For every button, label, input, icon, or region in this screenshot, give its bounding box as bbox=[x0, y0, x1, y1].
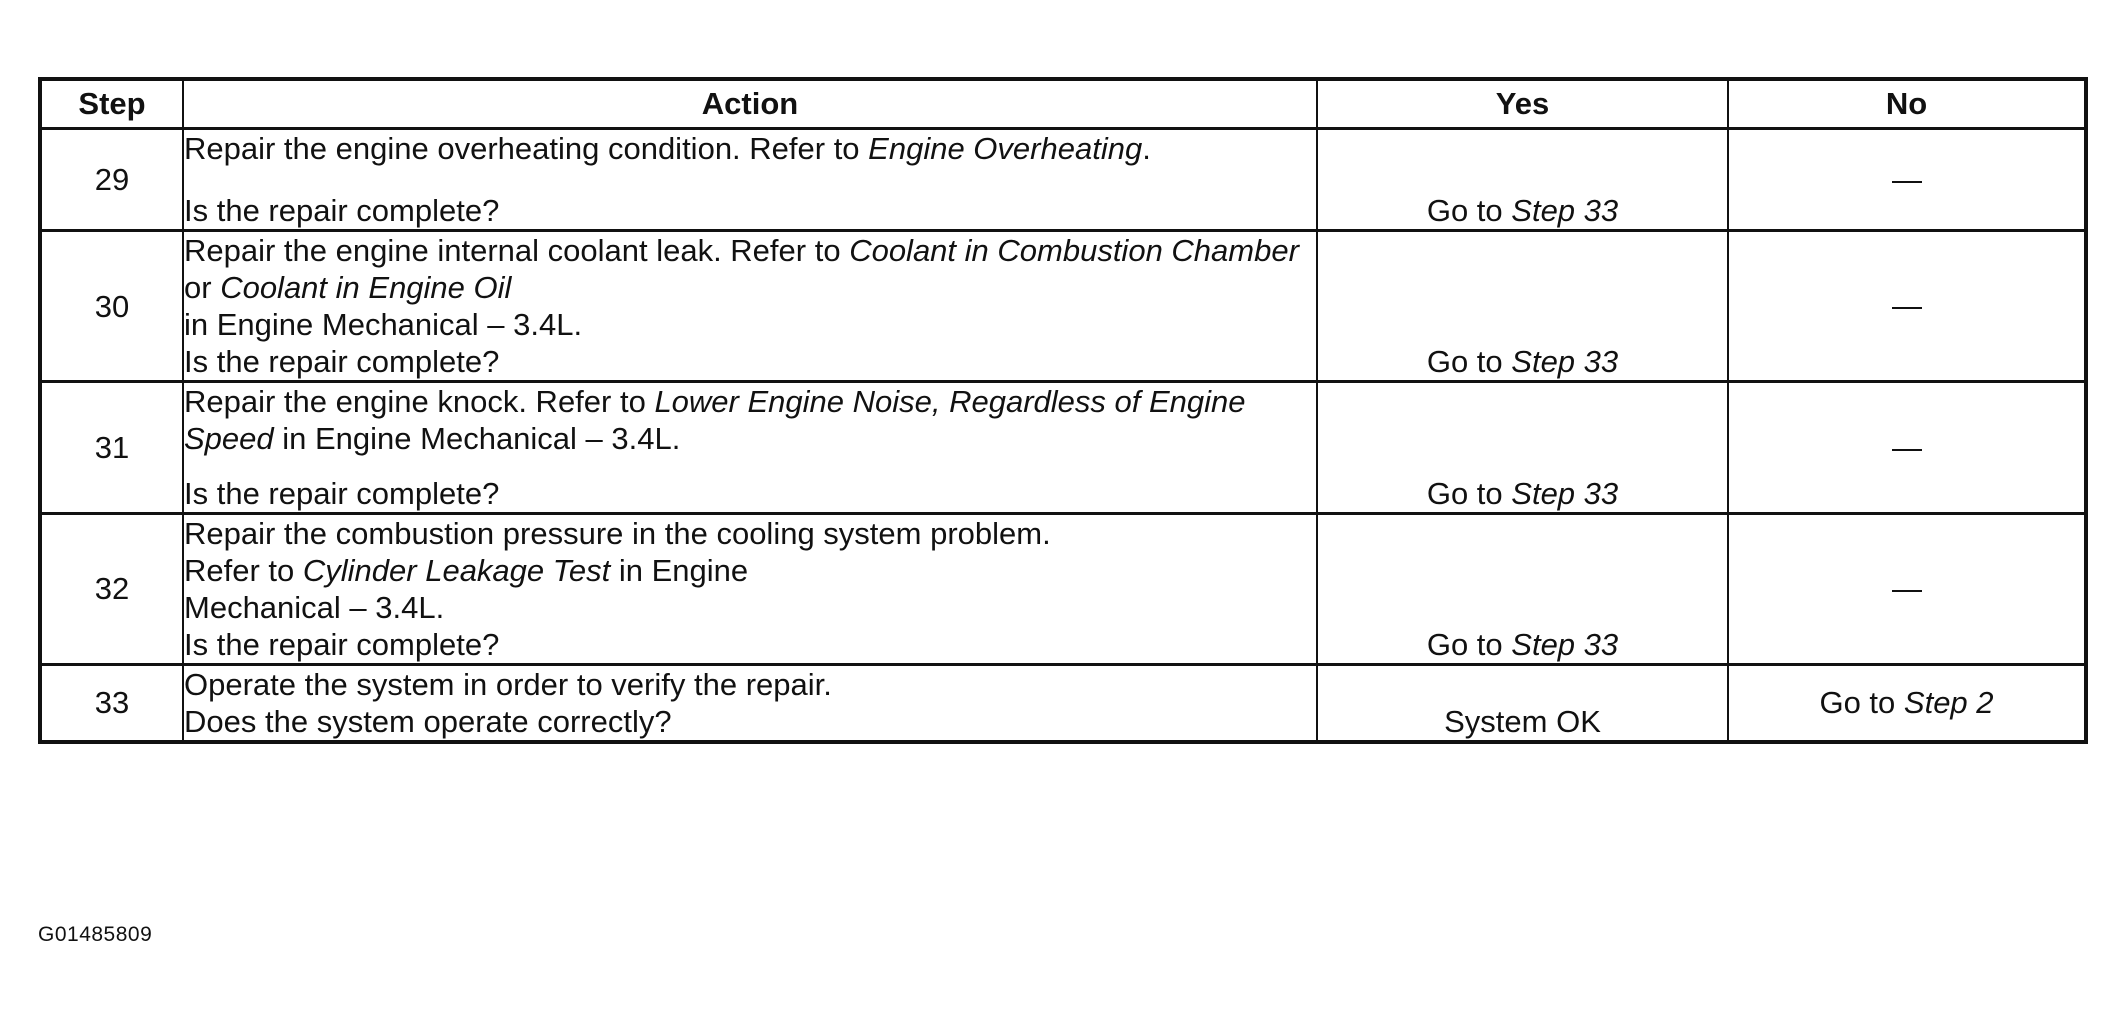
header-action: Action bbox=[183, 79, 1317, 129]
no-result bbox=[1728, 513, 2086, 664]
figure-id: G01485809 bbox=[38, 923, 153, 946]
diagnostic-table bbox=[38, 77, 2088, 744]
yes-cell-spacer bbox=[1317, 129, 1728, 189]
no-result bbox=[1728, 129, 2086, 231]
action-text-part: in Engine Mechanical – 3.4L. bbox=[273, 421, 681, 456]
not-applicable-dash bbox=[1892, 449, 1922, 451]
table-header-row bbox=[40, 79, 2086, 129]
yes-result bbox=[1317, 626, 1728, 665]
question-text: Is the repair complete? bbox=[183, 189, 1317, 231]
action-text-part: Repair the engine overheating condition. Refer to bbox=[184, 131, 869, 166]
not-applicable-dash bbox=[1892, 181, 1922, 183]
table-row bbox=[40, 664, 2086, 703]
table-body bbox=[40, 129, 2086, 742]
reference-link-text: Coolant in Combustion Chamber bbox=[849, 233, 1299, 268]
table-row bbox=[40, 513, 2086, 626]
reference-link-text: Engine Overheating bbox=[868, 131, 1143, 166]
action-text-part: Operate the system in order to verify the repair. bbox=[184, 666, 832, 702]
yes-result-prefix: Go to bbox=[1426, 344, 1512, 379]
yes-cell-spacer bbox=[1317, 231, 1728, 344]
question-text: Is the repair complete? bbox=[183, 626, 1317, 665]
step-number: 32 bbox=[40, 513, 183, 664]
header-step: Step bbox=[40, 79, 183, 129]
yes-result-step-ref: Step 33 bbox=[1511, 475, 1619, 511]
question-text: Does the system operate correctly? bbox=[183, 703, 1317, 742]
action-text-part: Repair the engine internal coolant leak. Refer to bbox=[184, 233, 850, 268]
yes-result-prefix: Go to bbox=[1426, 626, 1512, 662]
action-text bbox=[183, 664, 1317, 703]
yes-result bbox=[1317, 475, 1728, 514]
yes-result-prefix: Go to bbox=[1426, 475, 1512, 511]
step-number: 31 bbox=[40, 382, 183, 514]
question-text: Is the repair complete? bbox=[183, 343, 1317, 382]
action-text bbox=[183, 513, 1317, 626]
step-number: 30 bbox=[40, 231, 183, 382]
yes-result bbox=[1317, 189, 1728, 231]
no-result bbox=[1728, 231, 2086, 382]
yes-result-step-ref: Step 33 bbox=[1511, 193, 1619, 228]
reference-link-text: Cylinder Leakage Test bbox=[302, 552, 611, 588]
yes-result-step-ref: Step 33 bbox=[1511, 626, 1619, 662]
action-text-part: in Engine bbox=[610, 552, 749, 588]
no-result bbox=[1728, 382, 2086, 514]
action-text-part: . bbox=[1142, 131, 1151, 166]
header-yes: Yes bbox=[1317, 79, 1728, 129]
reference-link-text: Coolant in Engine Oil bbox=[220, 270, 512, 305]
table-row bbox=[40, 231, 2086, 344]
diagnostic-table-container bbox=[38, 77, 2084, 946]
action-text-part: Repair the combustion pressure in the cooling system problem. bbox=[184, 515, 1051, 551]
header-no: No bbox=[1728, 79, 2086, 129]
yes-result-prefix: System OK bbox=[1444, 703, 1601, 739]
yes-cell-spacer bbox=[1317, 382, 1728, 475]
question-text: Is the repair complete? bbox=[183, 475, 1317, 514]
step-number: 29 bbox=[40, 129, 183, 231]
table-row bbox=[40, 129, 2086, 189]
action-text-part: Refer to bbox=[184, 552, 303, 588]
reference-link-text: Lower Engine Noise, Regardless of Engine Speed bbox=[184, 384, 1246, 456]
yes-result bbox=[1317, 703, 1728, 742]
table-row bbox=[40, 382, 2086, 475]
yes-result-prefix: Go to bbox=[1426, 193, 1512, 228]
action-text-part: in Engine Mechanical – 3.4L. bbox=[184, 307, 583, 342]
no-result-prefix: Go to bbox=[1819, 685, 1904, 720]
no-result bbox=[1728, 664, 2086, 742]
not-applicable-dash bbox=[1892, 307, 1922, 309]
yes-result-step-ref: Step 33 bbox=[1511, 344, 1619, 379]
yes-cell-spacer bbox=[1317, 513, 1728, 626]
action-text-part: Repair the engine knock. Refer to bbox=[184, 384, 655, 419]
action-text-part: or bbox=[184, 270, 221, 305]
yes-result bbox=[1317, 343, 1728, 382]
step-number: 33 bbox=[40, 664, 183, 742]
action-text bbox=[183, 129, 1317, 189]
action-text bbox=[183, 231, 1317, 344]
action-text bbox=[183, 382, 1317, 475]
action-text-part: Mechanical – 3.4L. bbox=[184, 589, 445, 625]
no-result-step-ref: Step 2 bbox=[1903, 685, 1994, 720]
not-applicable-dash bbox=[1892, 590, 1922, 592]
yes-cell-spacer bbox=[1317, 664, 1728, 703]
